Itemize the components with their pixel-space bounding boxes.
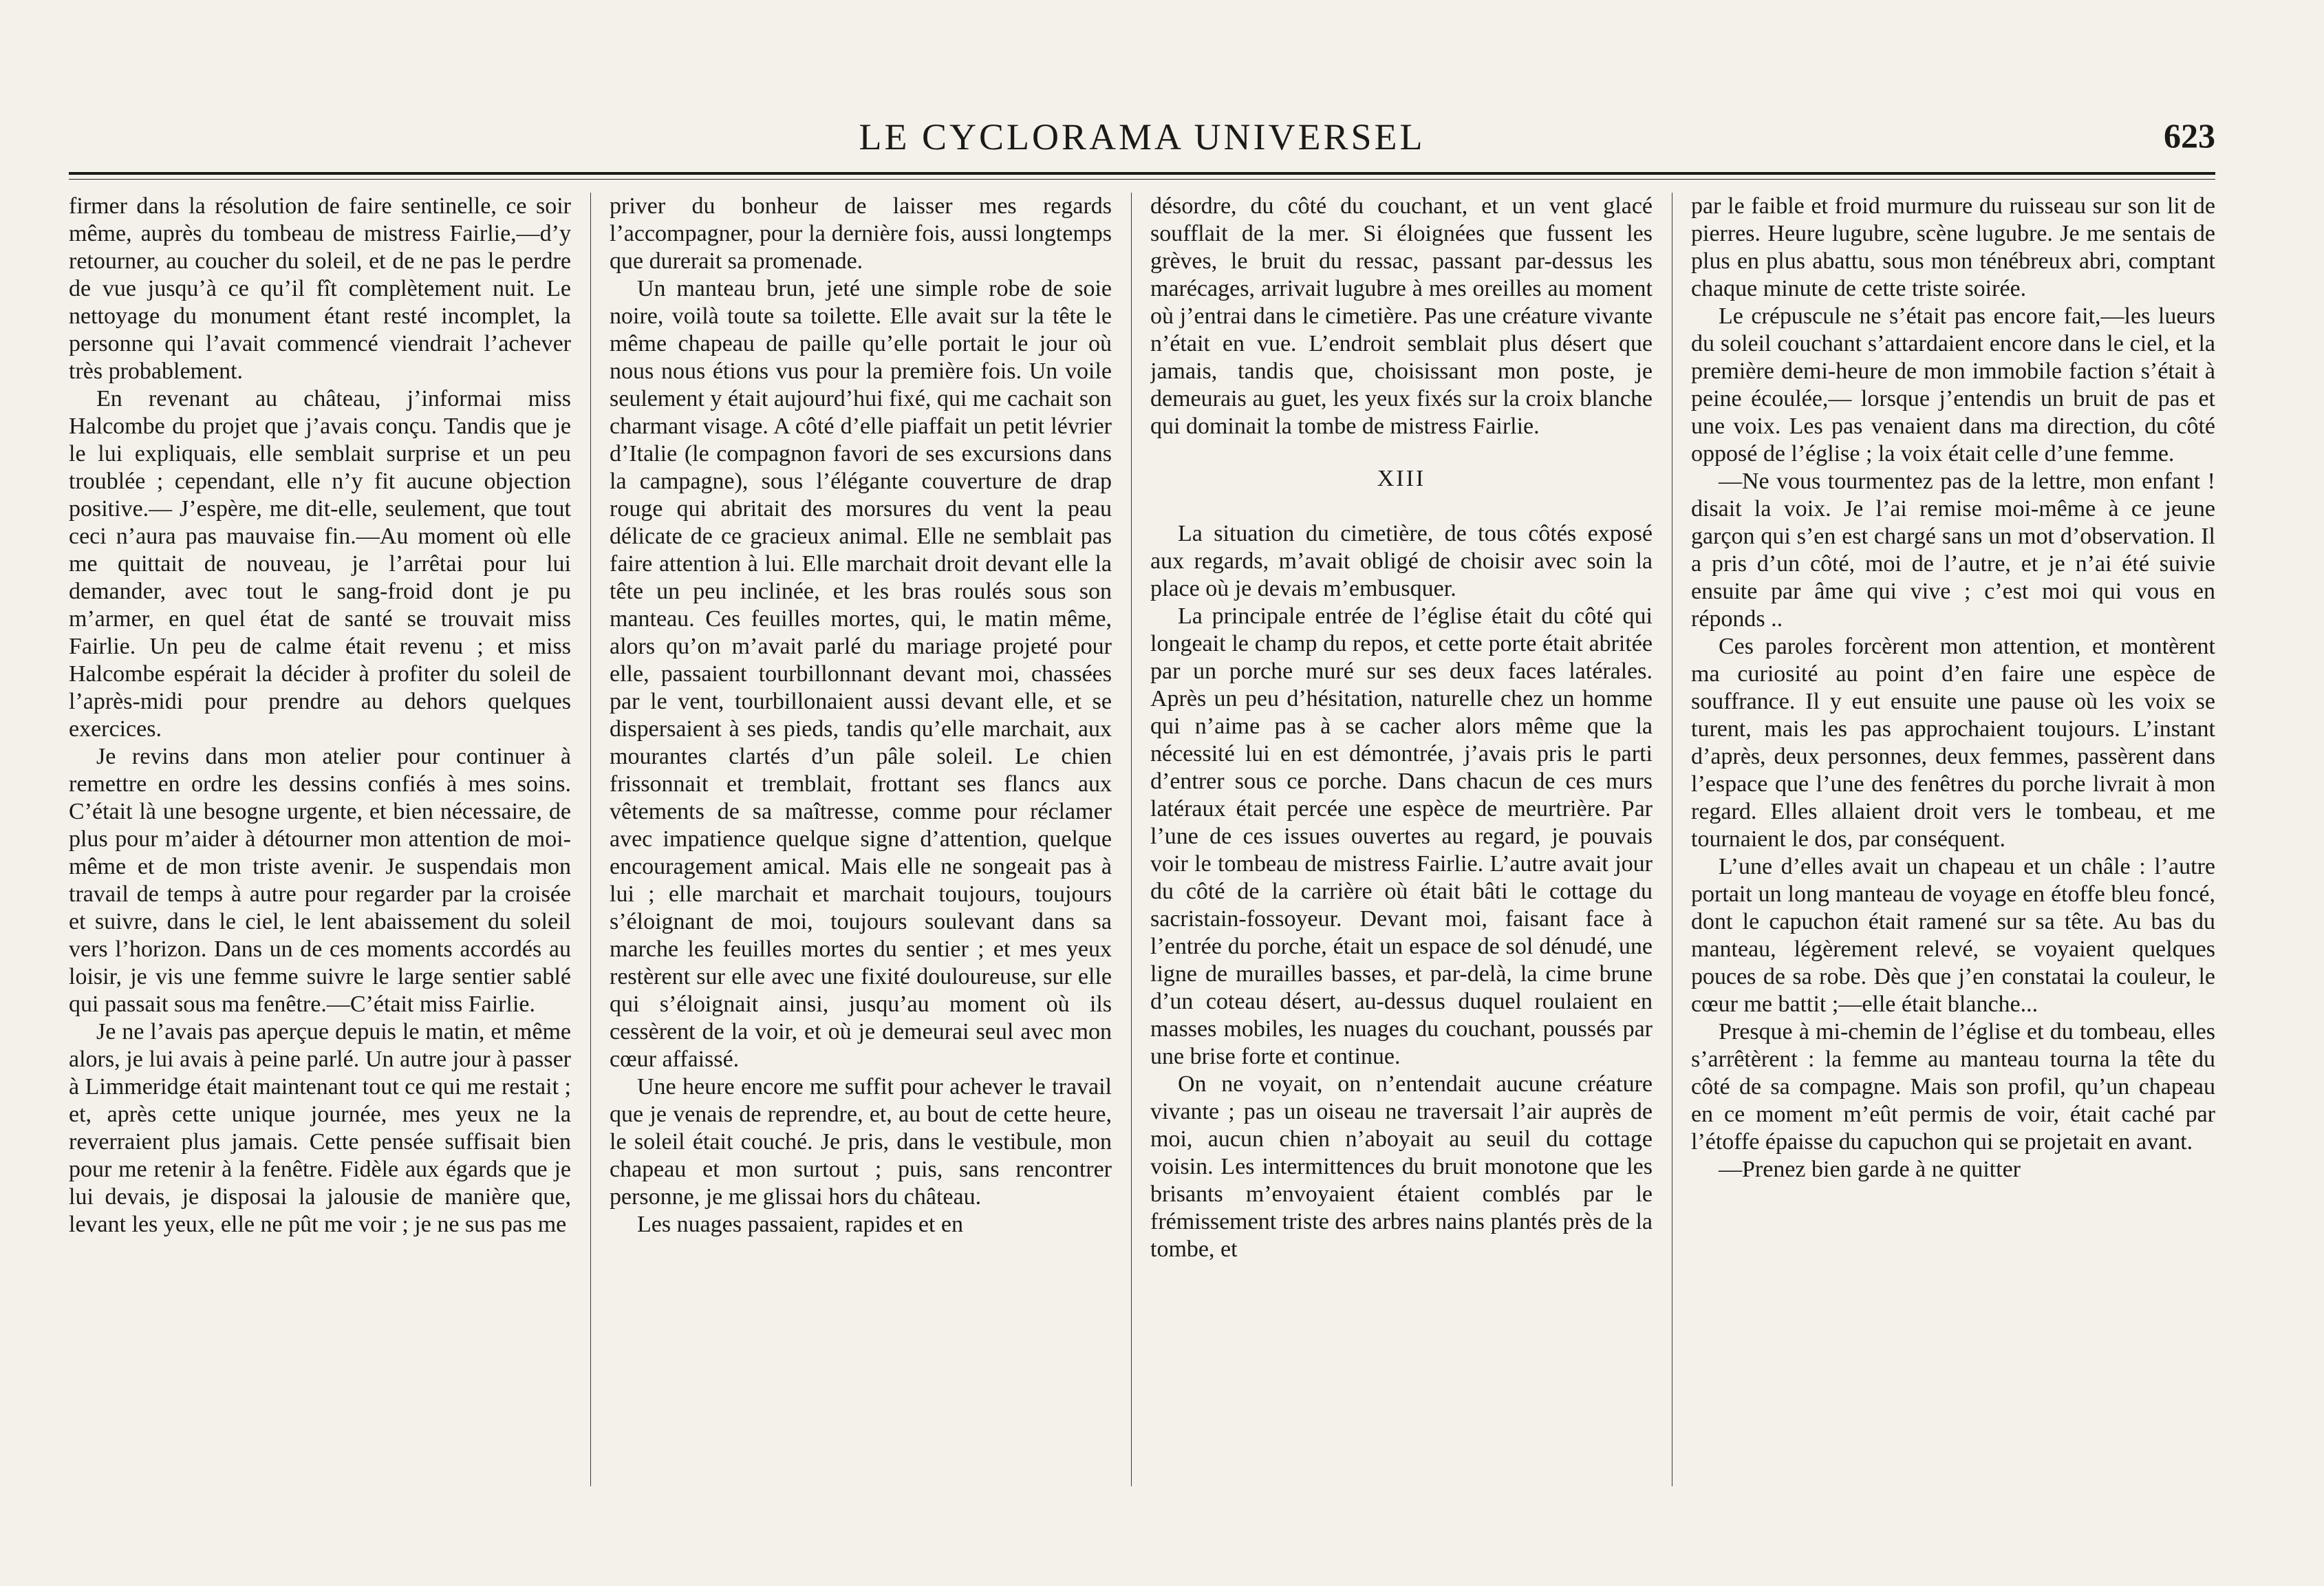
paragraph: Presque à mi-chemin de l’église et du tombeau, elles s’arrêtèrent : la femme au manteau tourna la tête du côté de sa compagne. Mais son profil, qu’un chapeau en ce moment m’eût permis de voir, était caché par l’étoffe épaisse du capuchon qui se projetait en avant. <box>1691 1019 2215 1155</box>
paragraph: Un manteau brun, jeté une simple robe de soie noire, voilà toute sa toilette. Elle avait sur la tête le même chapeau de paille qu’elle portait le jour où nous nous étions vus pour la première fois. Un voile seulement y était aujourd’hui fixé, qui me cachait son charmant visage. A côté d’elle piaffait un petit lévrier d’Italie (le compagnon favori de ses excursions dans la campagne), sous l’élégante couverture de drap rouge qui abritait des morsures du vent la peau délicate de ce gracieux animal. Elle ne semblait pas faire attention à lui. Elle marchait droit devant elle la tête un peu inclinée, et les bras roulés sous son manteau. Ces feuilles mortes, qui, le matin même, alors qu’on m’avait parlé du mariage projeté pour elle, passaient tourbillonnant devant moi, chassées par le vent, tourbillonaient aussi devant elle, et se dispersaient à ses pieds, tandis qu’elle marchait, aux mourantes clartés d’un pâle soleil. Le chien frissonnait et tremblait, frottant ses flancs aux vêtements de sa maîtresse, comme pour réclamer avec impatience quelque signe d’attention, quelque encouragement amical. Mais elle ne songeait pas à lui ; elle marchait et marchait toujours, toujours s’éloignant de moi, toujours soulevant dans sa marche les feuilles mortes du sentier ; et mes yeux restèrent sur elle avec une fixité douloureuse, sur elle qui s’éloignait ainsi, jusqu’au moment où ils cessèrent de la voir, et où je demeurai seul avec mon cœur affaissé. <box>610 276 1112 1072</box>
paragraph: L’une d’elles avait un chapeau et un châle : l’autre portait un long manteau de voyage en étoffe bleu foncé, dont le capuchon était ramené sur sa tête. Au bas du manteau, légèrement relevé, se voyaient quelques pouces de sa robe. Dès que j’en constatai la couleur, le cœur me battit ;—elle était blanche... <box>1691 854 2215 1017</box>
paragraph: par le faible et froid murmure du ruisseau sur son lit de pierres. Heure lugubre, scène lugubre. Je me sentais de plus en plus abattu, sous mon ténébreux abri, comptant chaque minute de cette triste soirée. <box>1691 193 2215 301</box>
header-rule-thick <box>69 172 2215 175</box>
section-heading: XIII <box>1377 466 1426 491</box>
page-title: LE CYCLORAMA UNIVERSEL <box>859 116 1425 158</box>
page-number: 623 <box>2164 116 2215 155</box>
paragraph: On ne voyait, on n’entendait aucune créature vivante ; pas un oiseau ne traversait l’air auprès de moi, aucun chien n’aboyait au seuil du cottage voisin. Les intermittences du bruit monotone que les brisants m’envoyaient étaient comblés par le frémissement triste des arbres nains plantés près de la tombe, et <box>1150 1071 1653 1262</box>
column-separator <box>1131 193 1132 1486</box>
paragraph: désordre, du côté du couchant, et un vent glacé soufflait de la mer. Si éloignées que fussent les grèves, le bruit du ressac, passant par-dessus les marécages, arrivait lugubre à mes oreilles au moment où j’entrai dans le cimetière. Pas une créature vivante n’était en vue. L’endroit semblait plus désert que jamais, tandis que, choisissant mon poste, je demeurais au guet, les yeux fixés sur la croix blanche qui dominait la tombe de mistress Fairlie. <box>1150 193 1653 439</box>
paragraph: —Ne vous tourmentez pas de la lettre, mon enfant ! disait la voix. Je l’ai remise moi-même à ce jeune garçon qui s’en est chargé sans un mot d’observation. Il a pris d’un côté, moi de l’autre, et je n’ai été suivie ensuite par âme qui vive ; c’est moi qui vous en réponds .. <box>1691 469 2215 632</box>
text-column-3 <box>1150 193 1653 1486</box>
paragraph: —Prenez bien garde à ne quitter <box>1719 1157 2021 1182</box>
text-column-1 <box>69 193 571 1486</box>
paragraph: firmer dans la résolution de faire sentinelle, ce soir même, auprès du tombeau de mistress Fairlie,—d’y retourner, au coucher du soleil, et de ne pas le perdre de vue jusqu’à ce qu’il fît complètement nuit. Le nettoyage du monument étant resté incomplet, la personne qui l’avait commencé viendrait l’achever très probablement. <box>69 193 571 384</box>
header-rule-thin <box>69 179 2215 180</box>
paragraph: Je ne l’avais pas aperçue depuis le matin, et même alors, je lui avais à peine parlé. Un autre jour à passer à Limmeridge était maintenant tout ce qui me restait ; et, après cette unique journée, mes yeux ne la reverraient plus jamais. Cette pensée suffisait bien pour me retenir à la fenêtre. Fidèle aux égards que je lui devais, je disposai la jalousie de manière que, levant les yeux, elle ne pût me voir ; je ne sus pas me <box>69 1019 571 1237</box>
text-column-4 <box>1691 193 2215 1486</box>
paragraph: Ces paroles forcèrent mon attention, et montèrent ma curiosité au point d’en faire une espèce de souffrance. Il y eut ensuite une pause où les voix se turent, mais les pas approchaient toujours. L’instant d’après, deux personnes, deux femmes, passèrent dans l’espace que l’une des fenêtres du porche livrait à mon regard. Elles allaient droit vers le tombeau, et me tournaient le dos, par conséquent. <box>1691 634 2215 852</box>
text-column-2 <box>610 193 1112 1486</box>
column-separator <box>590 193 591 1486</box>
paragraph: La situation du cimetière, de tous côtés exposé aux regards, m’avait obligé de choisir avec soin la place où je devais m’embusquer. <box>1150 521 1653 601</box>
paragraph: priver du bonheur de laisser mes regards l’accompagner, pour la dernière fois, aussi longtemps que durerait sa promenade. <box>610 193 1112 274</box>
paragraph: Le crépuscule ne s’était pas encore fait,—les lueurs du soleil couchant s’attardaient encore dans le ciel, et la première demi-heure de mon immobile faction s’était à peine écoulée,— lorsque j’entendis un bruit de pas et une voix. Les pas venaient dans ma direction, du côté opposé de l’église ; la voix était celle d’une femme. <box>1691 303 2215 467</box>
paragraph: Une heure encore me suffit pour achever le travail que je venais de reprendre, et, au bout de cette heure, le soleil était couché. Je pris, dans le vestibule, mon chapeau et mon surtout ; puis, sans rencontrer personne, je me glissai hors du château. <box>610 1074 1112 1210</box>
page-header <box>69 116 2215 171</box>
paragraph: La principale entrée de l’église était du côté qui longeait le champ du repos, et cette porte était abritée par un porche muré sur ses deux faces latérales. Après un peu d’hésitation, naturelle chez un homme qui n’aime pas à se cacher alors même que la nécessité lui en est démontrée, j’avais pris le parti d’entrer sous ce porche. Dans chacun de ces murs latéraux était percée une espèce de meurtrière. Par l’une de ces issues ouvertes au regard, je pouvais voir le tombeau de mistress Fairlie. L’autre avait jour du côté de la carrière où était bâti le cottage du sacristain-fossoyeur. Devant moi, faisant face à l’entrée du porche, était un espace de sol dénudé, une ligne de murailles basses, et par-delà, la cime brune d’un coteau désert, au-dessus duquel roulaient en masses mobiles, les nuages du couchant, poussés par une brise forte et continue. <box>1150 603 1653 1069</box>
paragraph: Je revins dans mon atelier pour continuer à remettre en ordre les dessins confiés à mes soins. C’était là une besogne urgente, et bien nécessaire, de plus pour m’aider à détourner mon attention de moi-même et de mon triste avenir. Je suspendais mon travail de temps à autre pour regarder par la croisée et suivre, dans le ciel, le lent abaissement du soleil vers l’horizon. Dans un de ces moments accordés au loisir, je vis une femme suivre le large sentier sablé qui passait sous ma fenêtre.—C’était miss Fairlie. <box>69 744 571 1017</box>
paragraph: Les nuages passaient, rapides et en <box>637 1212 963 1237</box>
paragraph: En revenant au château, j’informai miss Halcombe du projet que j’avais conçu. Tandis que je le lui expliquais, elle semblait surprise et un peu troublée ; cependant, elle n’y fit aucune objection positive.— J’espère, me dit-elle, seulement, que tout ceci n’aura pas mauvaise fin.—Au moment où elle me quittait de nouveau, je l’arrêtai pour lui demander, avec tout le sang-froid dont je pu m’armer, en quel état de santé se trouvait miss Fairlie. Un peu de calme était revenu ; et miss Halcombe espérait la décider à profiter du soleil de l’après-midi pour prendre au dehors quelques exercices. <box>69 386 571 742</box>
